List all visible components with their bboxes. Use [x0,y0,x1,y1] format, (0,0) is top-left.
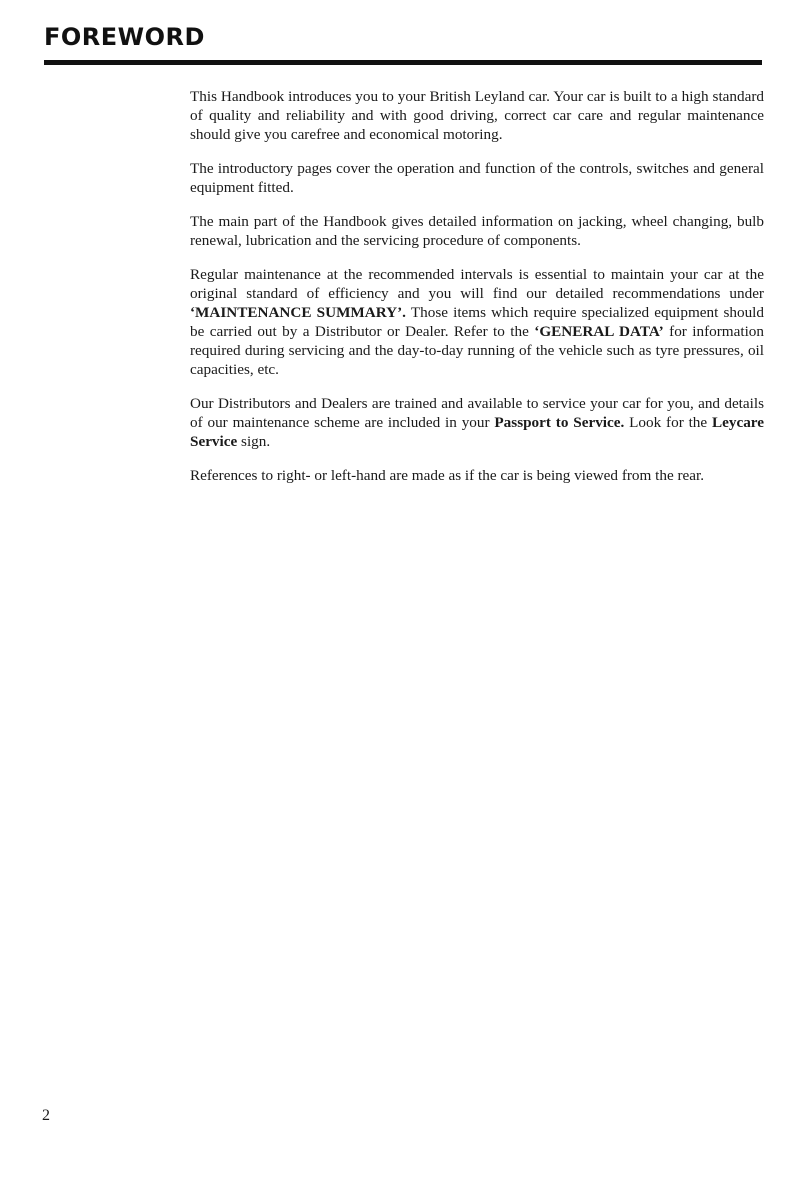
leycare-service-ref: Leycare Service [190,414,765,450]
paragraph-text: Regular maintenance at the recommended intervals is essential to maintain your car at the original standard of efficiency and you will find our detailed recommendations under [190,266,764,302]
paragraph-text: for information required during servicing and the day-to-day running of the vehicle such as tyre pressures, oil capacities, etc. [190,323,764,378]
title-rule [44,60,762,65]
passport-to-service-ref: Passport to Service. [494,414,625,431]
paragraph-intro [190,87,764,144]
paragraph-text: References to right- or left-hand are made as if the car is being viewed from the rear. [190,467,705,484]
maintenance-summary-ref: ‘MAINTENANCE SUMMARY’. [190,304,406,321]
paragraph-text: This Handbook introduces you to your British Leyland car. Your car is built to a high standard of quality and reliability and with good driving, correct car care and regular maintenance should give you carefree and economical motoring. [190,88,764,143]
page-number: 2 [42,1107,50,1124]
paragraph-controls [190,159,764,197]
paragraph-text: sign. [237,433,271,450]
paragraph-dealers [190,394,764,451]
paragraph-text: Look for the [624,414,712,431]
general-data-ref: ‘GENERAL DATA’ [534,323,664,340]
paragraph-main-part [190,212,764,250]
foreword-body [190,87,764,500]
paragraph-text: The main part of the Handbook gives detailed information on jacking, wheel changing, bulb renewal, lubrication and the servicing procedure of components. [190,213,764,249]
paragraph-text: Those items which require specialized equipment should be carried out by a Distributor or Dealer. Refer to the [190,304,764,340]
paragraph-text: The introductory pages cover the operation and function of the controls, switches and general equipment fitted. [190,160,764,196]
paragraph-orientation [190,466,764,485]
paragraph-maintenance [190,265,764,379]
paragraph-text: Our Distributors and Dealers are trained and available to service your car for you, and details of our maintenance scheme are included in your [190,395,764,431]
page-title: FOREWORD [44,23,205,51]
